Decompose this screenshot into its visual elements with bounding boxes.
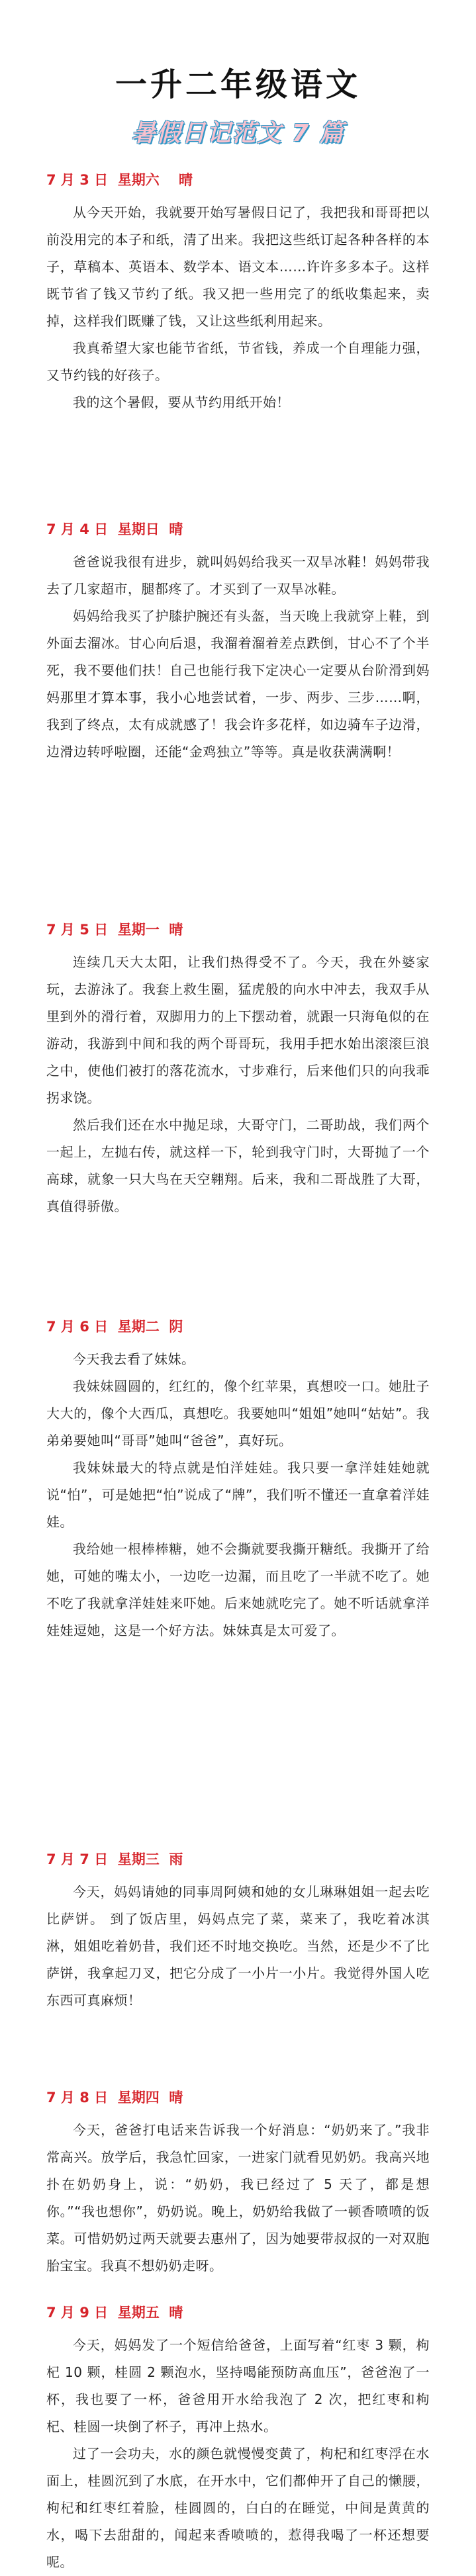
entry-date: 7 月 9 日 星期五 晴 <box>46 2305 183 2321</box>
entry-paragraph: 今天，爸爸打电话来告诉我一个好消息：“奶奶来了。”我非常高兴。放学后，我急忙回家，一进家门就看见奶奶。我高兴地扑在奶奶身上，说：“奶奶，我已经过了 5 天了，都是想你。”“我也想你”，奶奶说。晚上，奶奶给我做了一顿香喷喷的饭菜。可惜奶奶过两天就要去惠州了，因为她要带叔叔的一对双胞胎宝宝。我真不想奶奶走呀。 <box>46 2122 430 2274</box>
entry-paragraph: 我给她一根棒棒糖，她不会撕就要我撕开糖纸。我撕开了给她，可她的嘴太小，一边吃一边漏，而且吃了一半就不吃了。她不吃了我就拿洋娃娃来吓她。后来她就吃完了。她不听话就拿洋娃娃逗她，这是一个好方法。妹妹真是太可爱了。 <box>46 1541 430 1638</box>
diary-entry-jul-9 <box>46 2303 430 2576</box>
page-subtitle: 暑假日记范文 7 篇 <box>131 120 345 147</box>
entry-date: 7 月 3 日 星期六 晴 <box>46 172 193 188</box>
entry-paragraph: 连续几天大太阳，让我们热得受不了。今天，我在外婆家玩，去游泳了。我套上救生圈，猛虎般的向水中冲去，我双手从里到外的滑行着，双脚用力的上下摆动着，就跟一只海龟似的在游动，我游到中间和我的两个哥哥玩，我用手把水始出滚滚巨浪之中，使他们被打的落花流水，寸步难行，后来他们只的向我乖拐求饶。 <box>46 954 430 1106</box>
entry-paragraph: 我真希望大家也能节省纸，节省钱，养成一个自理能力强，又节约钱的好孩子。 <box>46 340 430 383</box>
entry-paragraph: 然后我们还在水中抛足球，大哥守门，二哥助战，我们两个一起上，左抛右传，就这样一下，轮到我守门时，大哥抛了一个高球，就象一只大鸟在天空翱翔。后来，我和二哥战胜了大哥，真值得骄傲。 <box>46 1117 430 1214</box>
entry-date: 7 月 6 日 星期二 阴 <box>46 1319 183 1335</box>
entry-date: 7 月 7 日 星期三 雨 <box>46 1851 183 1867</box>
entry-date: 7 月 5 日 星期一 晴 <box>46 922 183 938</box>
entry-paragraph: 过了一会功夫，水的颜色就慢慢变黄了，枸杞和红枣浮在水面上，桂圆沉到了水底，在开水中，它们都伸开了自己的懒腰，枸杞和红枣红着脸，桂圆圆的，白白的在睡觉，中间是黄黄的水，喝下去甜甜的，闻起来香喷喷的，惹得我喝了一杯还想要呢。 <box>46 2446 430 2570</box>
diary-entry-jul-8 <box>46 2088 430 2280</box>
entry-paragraph: 爸爸说我很有进步，就叫妈妈给我买一双旱冰鞋！妈妈带我去了几家超市，腿都疼了。才买到了一双旱冰鞋。 <box>46 554 430 597</box>
entry-paragraph: 我妹妹最大的特点就是怕洋娃娃。我只要一拿洋娃娃她就说“怕”，可是她把“怕”说成了“牌”，我们听不懂还一直拿着洋娃娃。 <box>46 1460 430 1530</box>
diary-entry-jul-5 <box>46 920 430 1220</box>
diary-entry-jul-3 <box>46 170 430 416</box>
diary-entry-jul-4 <box>46 519 430 766</box>
entry-paragraph: 我妹妹圆圆的，红红的，像个红苹果，真想咬一口。她肚子大大的，像个大西瓜，真想吃。我要她叫“姐姐”她叫“姑姑”。我弟弟要她叫“哥哥”她叫“爸爸”，真好玩。 <box>46 1378 430 1448</box>
entry-paragraph: 今天，妈妈请她的同事周阿姨和她的女儿琳琳姐姐一起去吃比萨饼。 到了饭店里，妈妈点完了菜，菜来了，我吃着冰淇淋，姐姐吃着奶昔，我们还不时地交换吃。当然，还是少不了比萨饼，我拿起刀叉，把它分成了一小片一小片。我觉得外国人吃东西可真麻烦！ <box>46 1884 430 2008</box>
diary-entry-jul-7 <box>46 1849 430 2014</box>
entry-date: 7 月 4 日 星期日 晴 <box>46 521 183 537</box>
diary-entry-jul-6 <box>46 1317 430 1644</box>
entry-paragraph: 妈妈给我买了护膝护腕还有头盔，当天晚上我就穿上鞋，到外面去溜冰。甘心向后退，我溜着溜着差点跌倒，甘心不了个半死，我不要他们扶！自己也能行我下定决心一定要从台阶滑到妈妈那里才算本事，我小心地尝试着，一步、两步、三步……啊，我到了终点，太有成就感了！我会许多花样，如边骑车子边滑，边滑边转呼啦圈，还能“金鸡独立”等等。真是收获满满啊！ <box>46 608 430 760</box>
entry-date: 7 月 8 日 星期四 晴 <box>46 2090 183 2106</box>
entry-paragraph: 今天我去看了妹妹。 <box>73 1351 195 1367</box>
page-title: 一升二年级语文 <box>115 66 361 103</box>
entry-paragraph: 今天，妈妈发了一个短信给爸爸，上面写着“红枣 3 颗，枸杞 10 颗，桂圆 2 颗泡水，坚持喝能预防高血压”，爸爸泡了一杯，我也要了一杯，爸爸用开水给我泡了 2 次，把红枣和枸杞、桂圆一块倒了杯子，再冲上热水。 <box>46 2337 430 2434</box>
entry-paragraph: 我的这个暑假，要从节约用纸开始！ <box>73 394 290 410</box>
entry-paragraph: 从今天开始，我就要开始写暑假日记了，我把我和哥哥把以前没用完的本子和纸，清了出来。我把这些纸订起各种各样的本子，草稿本、英语本、数学本、语文本……许许多多本子。这样既节省了钱又节约了纸。我又把一些用完了的纸收集起来，卖掉，这样我们既赚了钱，又让这些纸利用起来。 <box>46 204 430 329</box>
